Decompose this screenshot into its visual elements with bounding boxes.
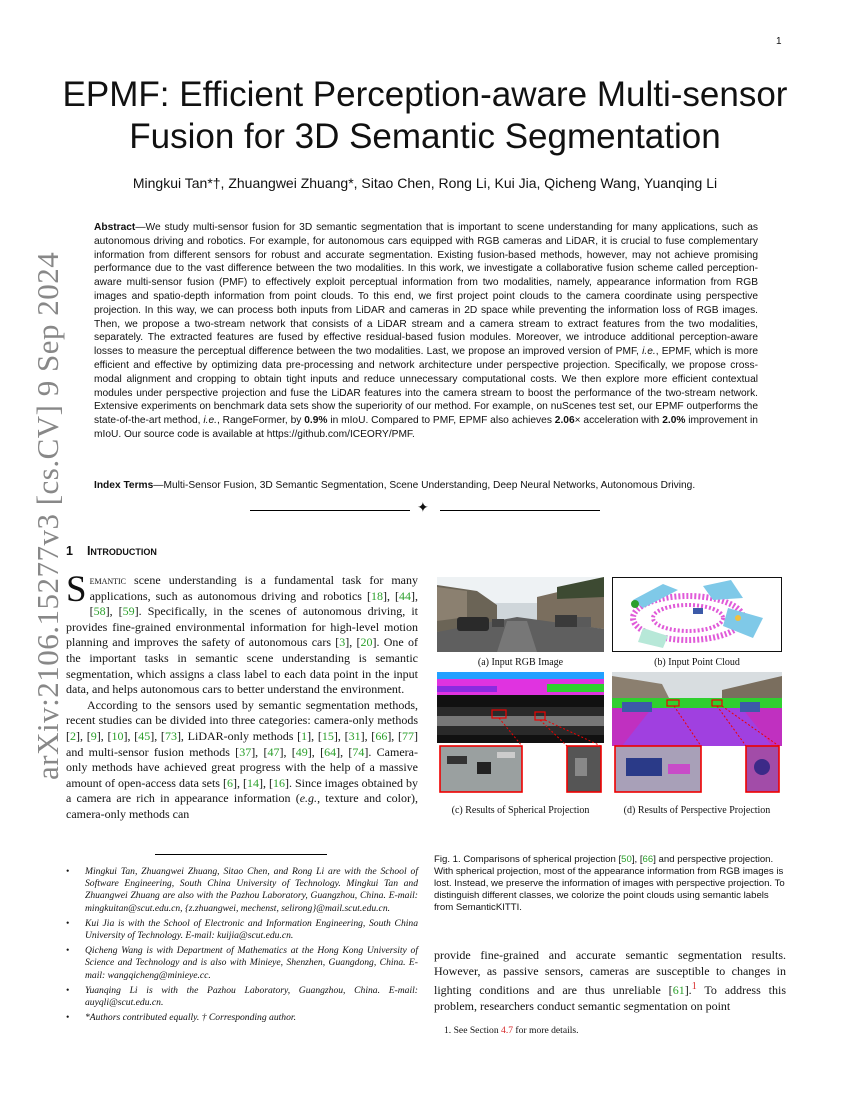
- text: ], [: [96, 728, 112, 743]
- citation-link[interactable]: 1: [301, 728, 308, 743]
- intro-paragraph-1: [66, 569, 418, 698]
- citation-link[interactable]: 73: [164, 728, 177, 743]
- index-terms-label: Index Terms: [94, 480, 154, 491]
- spherical-projection-result: [437, 672, 604, 796]
- text: ], [: [360, 728, 376, 743]
- text: ], [: [382, 588, 399, 603]
- dropcap: S: [66, 569, 87, 610]
- figure-1: [437, 577, 782, 817]
- citation-link[interactable]: 31: [348, 728, 361, 743]
- citation-link[interactable]: 3: [339, 635, 346, 650]
- author-list: Mingkui Tan*†, Zhuangwei Zhuang*, Sitao Chen, Rong Li, Kui Jia, Qicheng Wang, Yuanqing Li: [132, 175, 718, 191]
- citation-link[interactable]: 10: [111, 728, 124, 743]
- text: 1. See Section: [444, 1025, 502, 1036]
- text: ], [: [279, 744, 296, 759]
- abstract-bold: 2.06: [554, 415, 575, 427]
- rgb-street-scene-image: [437, 577, 604, 652]
- abstract-times: ×: [574, 415, 581, 427]
- text: ], [: [345, 635, 361, 650]
- arxiv-stamp: arXiv:2106.15277v3 [cs.CV] 9 Sep 2024: [30, 251, 65, 780]
- text: According to the sensors used by semantic segmentation methods, recent studies can be divided into three categories: camera-only methods [: [66, 697, 418, 743]
- citation-link[interactable]: 14: [246, 775, 259, 790]
- index-terms: [94, 480, 758, 491]
- right-column-text: [434, 948, 786, 1014]
- citation-link[interactable]: 2: [70, 728, 76, 743]
- text: ]. Since images obtained by a camera are rich in appearance information (: [66, 775, 418, 806]
- text: provide fine-grained and accurate semantic segmentation results. However, as passive sensors, cameras are susceptible to changes in lighting conditions and are thus unreliable [: [434, 948, 786, 998]
- text: ], [: [258, 775, 273, 790]
- paper-title: EPMF: Efficient Perception-aware Multi-sensor Fusion for 3D Semantic Segmentation: [62, 75, 788, 156]
- text: ], [: [387, 728, 403, 743]
- perspective-projection-visual: [612, 672, 782, 796]
- caption-text: ], [: [631, 854, 643, 865]
- text: ]. Camera-only methods have achieved great progress with the help of a massive amount of open-access data sets [: [66, 744, 418, 790]
- text-eg: e.g.: [299, 791, 318, 806]
- citation-link[interactable]: 66: [375, 728, 388, 743]
- subcaption-a: (a) Input RGB Image: [477, 657, 564, 668]
- page-number: 1: [776, 36, 782, 47]
- text: ], [: [89, 588, 418, 619]
- section-number: 1: [66, 544, 73, 558]
- divider-line: [440, 510, 600, 511]
- abstract-text: —We study multi-sensor fusion for 3D semantic segmentation that is important to scene understanding for many applications, such as autonomous driving and robotics. For example, for autonomous cars equipped with RGB cameras and LiDAR, it is crucial to fuse complementary information from different sensors for robust and accurate segmentation. Existing fusion-based methods, however, may not achieve promising performance due to the vast difference between the two modalities. In this work, we investigate a collaborative fusion scheme called perception-aware multi-sensor fusion (PMF) to effectively exploit perceptual information from two modalities, namely, appearance information from RGB images and spatio-depth information from point clouds. To this end, we first project point clouds to the camera coordinate using perspective projection. In this way, we can process both inputs from LiDAR and cameras in 2D space while preventing the information loss of RGB images. Then, we propose a two-stream network that consists of a LiDAR stream and a camera stream to extract features from the two modalities, separately. The extracted features are fused by effective residual-based fusion modules. Moreover, we introduce additional perception-aware losses to measure the perceptual difference between the two modalities. Last, we propose an improved version of PMF,: [94, 222, 758, 358]
- citation-link[interactable]: 9: [90, 728, 97, 743]
- abstract-label: Abstract: [94, 222, 136, 233]
- text: ], [: [123, 728, 139, 743]
- intro-paragraph-2: [66, 698, 418, 823]
- text: ]. One of the important tasks in semantic scene understanding is semantic segmentation, which assigns a class label to each data point in the input data, and helps autonomous cars to better understand the environment.: [66, 635, 418, 697]
- text: ], [: [76, 728, 91, 743]
- citation-link[interactable]: 37: [239, 744, 252, 759]
- abstract-bold: 0.9%: [304, 415, 328, 427]
- citation-link[interactable]: 77: [402, 728, 415, 743]
- abstract-ie: i.e.: [642, 346, 656, 358]
- footnote-item: • *Authors contributed equally. † Corresponding author.: [66, 1012, 418, 1024]
- footnote-rule: [155, 854, 327, 855]
- subcaption-b: (b) Input Point Cloud: [654, 657, 740, 668]
- citation-link[interactable]: 66: [642, 854, 654, 865]
- perspective-projection-result: [612, 672, 782, 796]
- rgb-image: [437, 577, 604, 652]
- citation-link[interactable]: 50: [621, 854, 632, 865]
- text: , texture and color), camera-only methods can: [66, 791, 419, 821]
- footnote-section-ref: [444, 1025, 579, 1036]
- text: ], [: [232, 775, 247, 790]
- text: ]. Specifically, in the scenes of autonomous driving, it provides fine-grained environmental information for high-level motion planning and improves the safety of autonomous cars [: [66, 604, 418, 650]
- abstract-ie: i.e.: [203, 415, 217, 427]
- text: ], [: [150, 728, 165, 743]
- left-column-text: [66, 569, 419, 823]
- author-footnotes: [66, 866, 418, 1027]
- citation-link[interactable]: 74: [352, 744, 365, 759]
- citation-link[interactable]: 61: [672, 983, 685, 998]
- point-cloud-visual: [613, 578, 782, 652]
- divider-symbol: ✦: [417, 501, 429, 516]
- text: ].: [684, 983, 692, 998]
- citation-link[interactable]: 47: [267, 744, 280, 759]
- section-title: Introduction: [86, 544, 157, 558]
- citation-link[interactable]: 59: [122, 604, 135, 619]
- footnote-mark[interactable]: 1: [691, 981, 697, 993]
- abstract-text: , RangeFormer, by: [216, 415, 305, 427]
- text: ], LiDAR-only methods [: [176, 728, 302, 743]
- abstract-text: improvement in mIoU. Our source code is available at https://github.com/ICEORY/PMF.: [94, 415, 758, 440]
- abstract-text: acceleration with: [580, 415, 663, 427]
- text: for more details.: [513, 1025, 579, 1036]
- section-divider: [250, 502, 600, 518]
- footnote-item: • Kui Jia is with the School of Electronic and Information Engineering, South China University of Technology. E-mail: kuijia@scut.edu.cn.: [66, 918, 418, 942]
- subcaption-c: (c) Results of Spherical Projection: [451, 805, 590, 816]
- citation-link[interactable]: 20: [360, 635, 373, 650]
- text: ], [: [307, 744, 325, 759]
- citation-link[interactable]: 49: [295, 744, 308, 759]
- citation-link[interactable]: 16: [272, 775, 285, 790]
- footnote-item: • Mingkui Tan, Zhuangwei Zhuang, Sitao Chen, and Rong Li are with the School of Software Engineering, South China University of Technology. Mingkui Tan and Zhuangwei Zhuang are also with the Pazhou Laboratory, Guangzhou, China. E-mail: mingkuitan@scut.edu.cn, {z.zhuangwei, mechenst, selirong}@mail.scut.edu.cn.: [66, 866, 418, 915]
- abstract-bold: 2.0%: [662, 415, 686, 427]
- text: scene understanding is a fundamental task for many applications, such as autonomous driving and robotics [: [89, 573, 418, 603]
- footnote-item: • Yuanqing Li is with the Pazhou Laboratory, Guangzhou, China. E-mail: auyqli@scut.edu.cn.: [66, 985, 418, 1009]
- abstract-text: in mIoU. Compared to PMF, EPMF also achieves: [327, 415, 555, 427]
- caption-text: Fig. 1. Comparisons of spherical projection [: [434, 854, 622, 865]
- text: ], [: [333, 728, 349, 743]
- citation-link[interactable]: 44: [399, 588, 411, 603]
- citation-link[interactable]: 15: [321, 728, 334, 743]
- caption-text: ] and perspective projection. With spherical projection, most of the appearance information from RGB images is lost. Instead, we preserve the information of images with perspective projection. To distinguish different classes, we colorize the point clouds using semantic labels from SemanticKITTI.: [434, 854, 785, 913]
- citation-link[interactable]: 45: [138, 728, 151, 743]
- text: ], [: [251, 744, 268, 759]
- spherical-projection-visual: [437, 672, 604, 796]
- footnote-item: • Qicheng Wang is with Department of Mathematics at the Hong Kong University of Science and Technology and is also with Minieye, Shenzhen, Guangdong, China. E-mail: wangqicheng@minieye.cc.: [66, 945, 418, 982]
- index-terms-text: —Multi-Sensor Fusion, 3D Semantic Segmentation, Scene Understanding, Deep Neural Networks, Autonomous Driving.: [153, 480, 696, 491]
- citation-link[interactable]: 6: [226, 775, 233, 790]
- figure-caption: [434, 854, 786, 914]
- text: ], [: [105, 604, 123, 619]
- abstract-text: , EPMF, which is more efficient and effective by optimizing data pre-processing and network architecture under perspective projection. Specifically, we propose cross-modal alignment and cropping to obtain tight inputs and reduce unnecessary computational costs. We then explore more efficient contextual modules under perspective projection and fuse the LiDAR features into the camera stream to boost the performance of the two-stream network. Extensive experiments on benchmark data sets show the superiority of our method. For example, on nuScenes test set, our EPMF outperforms the state-of-the-art method,: [94, 346, 759, 427]
- subcaption-d: (d) Results of Perspective Projection: [623, 805, 771, 816]
- text: To address this problem, researchers conduct semantic segmentation on point: [434, 983, 786, 1013]
- point-cloud-image: [612, 577, 782, 652]
- section-link[interactable]: 4.7: [501, 1025, 514, 1036]
- divider-line: [250, 510, 410, 511]
- abstract: [94, 221, 758, 442]
- text: ], [: [307, 728, 322, 743]
- citation-link[interactable]: 64: [324, 744, 337, 759]
- text: ] and multi-sensor fusion methods [: [66, 728, 419, 759]
- citation-link[interactable]: 58: [93, 604, 106, 619]
- text: ], [: [336, 744, 353, 759]
- smallcaps-word: emantic: [89, 573, 127, 587]
- section-heading: [66, 544, 157, 558]
- citation-link[interactable]: 18: [370, 588, 383, 603]
